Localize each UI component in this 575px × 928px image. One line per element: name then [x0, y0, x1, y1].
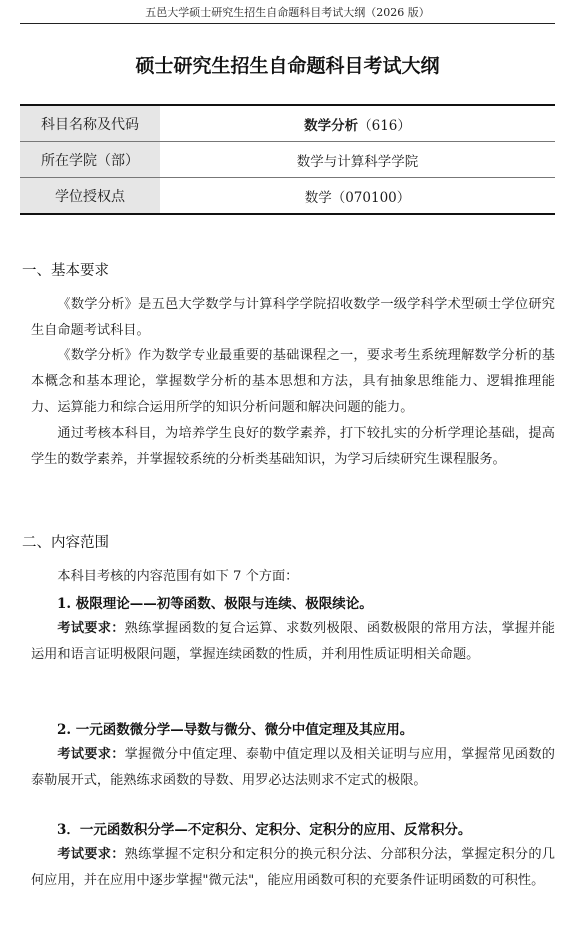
requirement-text: 熟练掌握不定积分和定积分的换元积分法、分部积分法，掌握定积分的几何应用，并在应用中逐步掌握"微元法"，能应用函数可积的充要条件证明函数的可积性。 — [31, 847, 555, 888]
requirement-paragraph — [31, 616, 555, 668]
section-heading-basic-requirements: 一、基本要求 — [22, 263, 109, 279]
row-value — [160, 105, 555, 142]
item-title: 3．一元函数积分学—不定积分、定积分、定积分的应用、反常积分。 — [57, 822, 472, 838]
requirement-paragraph — [31, 842, 555, 894]
row-label: 学位授权点 — [20, 178, 160, 215]
paragraph: 通过考核本科目，为培养学生良好的数学素养，打下较扎实的分析学理论基础，提高学生的数学素养，并掌握较系统的分析类基础知识，为学习后续研究生课程服务。 — [31, 426, 555, 467]
table-row — [20, 178, 555, 215]
subject-name: 数学分析 — [304, 117, 359, 134]
row-label: 科目名称及代码 — [20, 105, 160, 142]
row-value: 数学与计算科学学院 — [160, 142, 555, 178]
item-title: 2. 一元函数微分学—导数与微分、微分中值定理及其应用。 — [57, 722, 414, 738]
requirement-label: 考试要求： — [57, 847, 125, 862]
requirement-text: 掌握微分中值定理、泰勒中值定理以及相关证明与应用，掌握常见函数的泰勒展开式，能熟练求函数的导数、用罗必达法则求不定式的极限。 — [31, 747, 555, 788]
requirement-label: 考试要求： — [57, 621, 125, 636]
table-row — [20, 105, 555, 142]
requirement-text: 熟练掌握函数的复合运算、求数列极限、函数极限的常用方法，掌握并能运用和语言证明极限问题，掌握连续函数的性质，并利用性质证明相关命题。 — [31, 621, 555, 662]
requirement-label: 考试要求： — [57, 747, 125, 762]
row-label: 所在学院（部） — [20, 142, 160, 178]
paragraph: 《数学分析》是五邑大学数学与计算科学学院招收数学一级学科学术型硕士学位研究生自命题考试科目。 — [31, 297, 555, 338]
header-rule — [20, 23, 555, 24]
section-heading-content-scope: 二、内容范围 — [22, 535, 109, 551]
paragraph-intro: 本科目考核的内容范围有如下 7 个方面： — [57, 569, 299, 584]
item-title: 1. 极限理论——初等函数、极限与连续、极限续论。 — [57, 596, 373, 612]
document-title: 硕士研究生招生自命题科目考试大纲 — [135, 55, 440, 77]
subject-info-table — [20, 104, 555, 215]
table-row — [20, 142, 555, 178]
running-header: 五邑大学硕士研究生招生自命题科目考试大纲（2026 版） — [145, 6, 430, 19]
paragraph: 《数学分析》作为数学专业最重要的基础课程之一，要求考生系统理解数学分析的基本概念和基本理论，掌握数学分析的基本思想和方法，具有抽象思维能力、逻辑推理能力、运算能力和综合运用所学的知识分析问题和解决问题的能力。 — [31, 348, 555, 415]
subject-code: （616） — [358, 117, 411, 134]
row-value: 数学（070100） — [160, 178, 555, 215]
requirement-paragraph — [31, 742, 555, 794]
